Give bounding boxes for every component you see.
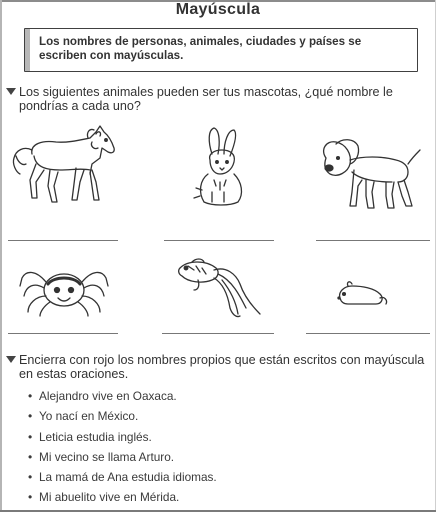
sentence-text: Mi vecino se llama Arturo. — [39, 449, 175, 464]
sentence-list — [28, 386, 217, 508]
goldfish-icon — [174, 256, 264, 320]
triangle-bullet-icon — [6, 88, 16, 95]
bullet-icon: • — [28, 470, 33, 485]
list-item — [28, 447, 217, 467]
exercise2-question: Encierra con rojo los nombres propios que están escritos con mayúscula en estas oraciones. — [19, 353, 425, 381]
sentence-text: La mamá de Ana estudia idiomas. — [39, 470, 217, 485]
rule-box — [24, 28, 418, 72]
rule-box-stripe — [25, 29, 30, 71]
exercise1-question: Los siguientes animales pueden ser tus mascotas, ¿qué nombre le pondrías a cada uno? — [19, 85, 393, 113]
dog-icon — [316, 136, 422, 212]
mouse-icon — [334, 278, 390, 308]
sentence-text: Alejandro vive en Oaxaca. — [39, 389, 177, 403]
answer-line-horse[interactable] — [8, 240, 118, 241]
answer-line-goldfish[interactable] — [162, 333, 274, 334]
answer-line-rabbit[interactable] — [164, 240, 274, 241]
answer-line-dog[interactable] — [316, 240, 430, 241]
bullet-icon: • — [28, 389, 33, 403]
list-item — [28, 406, 217, 426]
list-item — [28, 487, 217, 507]
sentence-text: Leticia estudia inglés. — [39, 429, 152, 444]
rule-text: Los nombres de personas, animales, ciudades y países se escriben con mayúsculas. — [39, 35, 362, 62]
bullet-icon: • — [28, 490, 33, 505]
sentence-text: Mi abuelito vive en Mérida. — [39, 490, 180, 505]
list-item — [28, 467, 217, 487]
horse-icon — [6, 120, 118, 206]
answer-line-mouse[interactable] — [306, 333, 430, 334]
list-item — [28, 427, 217, 447]
list-item — [28, 386, 217, 406]
page-border-left — [0, 0, 2, 512]
spider-icon — [18, 256, 110, 318]
sentence-text: Yo nací en México. — [39, 409, 139, 424]
answer-line-spider[interactable] — [8, 333, 118, 334]
bullet-icon: • — [28, 429, 33, 444]
rabbit-icon — [190, 126, 252, 208]
page-title: Mayúscula — [175, 1, 261, 18]
bullet-icon: • — [28, 449, 33, 464]
triangle-bullet-icon — [6, 356, 16, 363]
bullet-icon: • — [28, 409, 33, 424]
